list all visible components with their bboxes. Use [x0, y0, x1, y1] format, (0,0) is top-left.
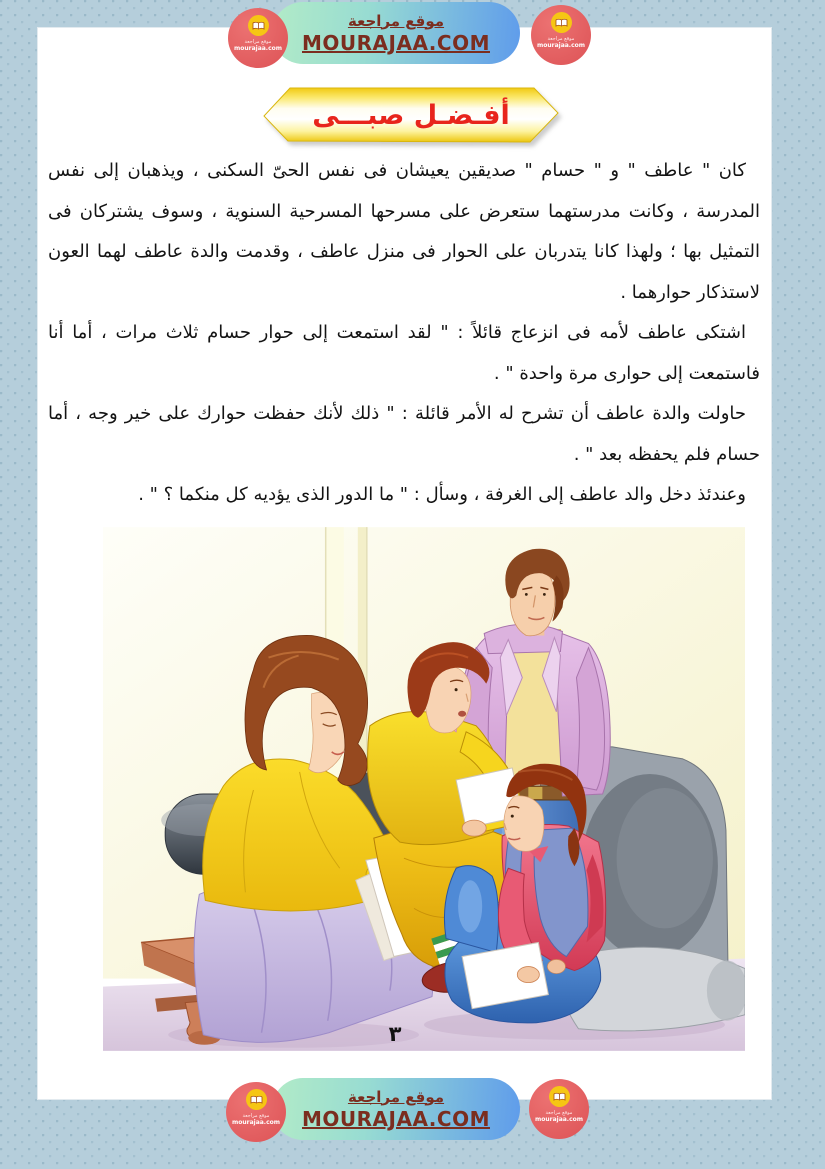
story-text: [48, 151, 760, 516]
site-logo-right-footer: [529, 1079, 589, 1139]
open-book-icon: [246, 1089, 267, 1110]
site-domain: MOURAJAA.COM: [302, 1106, 490, 1131]
page-number: ٣: [388, 1022, 402, 1046]
logo-site-name: موقع مراجعة: [242, 1113, 270, 1119]
logo-site-name: موقع مراجعة: [547, 36, 575, 42]
logo-site-name: موقع مراجعة: [244, 39, 272, 45]
story-paragraph: اشتكى عاطف لأمه فى انزعاج قائلاً : " لقد استمعت إلى حوار حسام ثلاث مرات ، أما أنا فاستمعت إلى حوارى مرة واحدة " .: [48, 322, 760, 384]
site-logo-left-header: [228, 8, 288, 68]
site-domain: MOURAJAA.COM: [302, 30, 490, 55]
site-name-arabic: موقع مراجعة: [347, 11, 445, 30]
story-illustration: [103, 527, 745, 1051]
logo-domain: mourajaa.com: [233, 45, 283, 52]
story-paragraph: حاولت والدة عاطف أن تشرح له الأمر قائلة : " ذلك لأنك حفظت حوارك على خير وجه ، أما حسام فلم يحفظه بعد " .: [48, 403, 760, 465]
site-footer-banner: [272, 1078, 520, 1140]
site-logo-right-header: [531, 5, 591, 65]
logo-site-name: موقع مراجعة: [545, 1110, 573, 1116]
story-paragraph: وعندئذ دخل والد عاطف إلى الغرفة ، وسأل : " ما الدور الذى يؤديه كل منكما ؟ " .: [138, 484, 746, 505]
logo-domain: mourajaa.com: [231, 1119, 281, 1126]
site-header-banner: [272, 2, 520, 64]
open-book-icon: [551, 12, 572, 33]
story-title: أفـضـل صبـــى: [312, 99, 510, 131]
logo-domain: mourajaa.com: [534, 1116, 584, 1123]
logo-domain: mourajaa.com: [536, 42, 586, 49]
story-title-banner: [262, 86, 560, 144]
open-book-icon: [549, 1086, 570, 1107]
site-logo-left-footer: [226, 1082, 286, 1142]
story-paragraph: كان " عاطف " و " حسام " صديقين يعيشان فى نفس الحىّ السكنى ، ويذهبان إلى نفس المدرسة ، وكانت مدرستهما ستعرض على مسرحها المسرحية السنوية ، وسوف يشتركان فى التمثيل بها ؛ ولهذا كانا يتدربان على الحوار فى منزل عاطف ، وقدمت والدة عاطف لهما العون لاستذكار حوارهما .: [48, 160, 760, 303]
site-name-arabic: موقع مراجعة: [347, 1087, 445, 1106]
open-book-icon: [248, 15, 269, 36]
